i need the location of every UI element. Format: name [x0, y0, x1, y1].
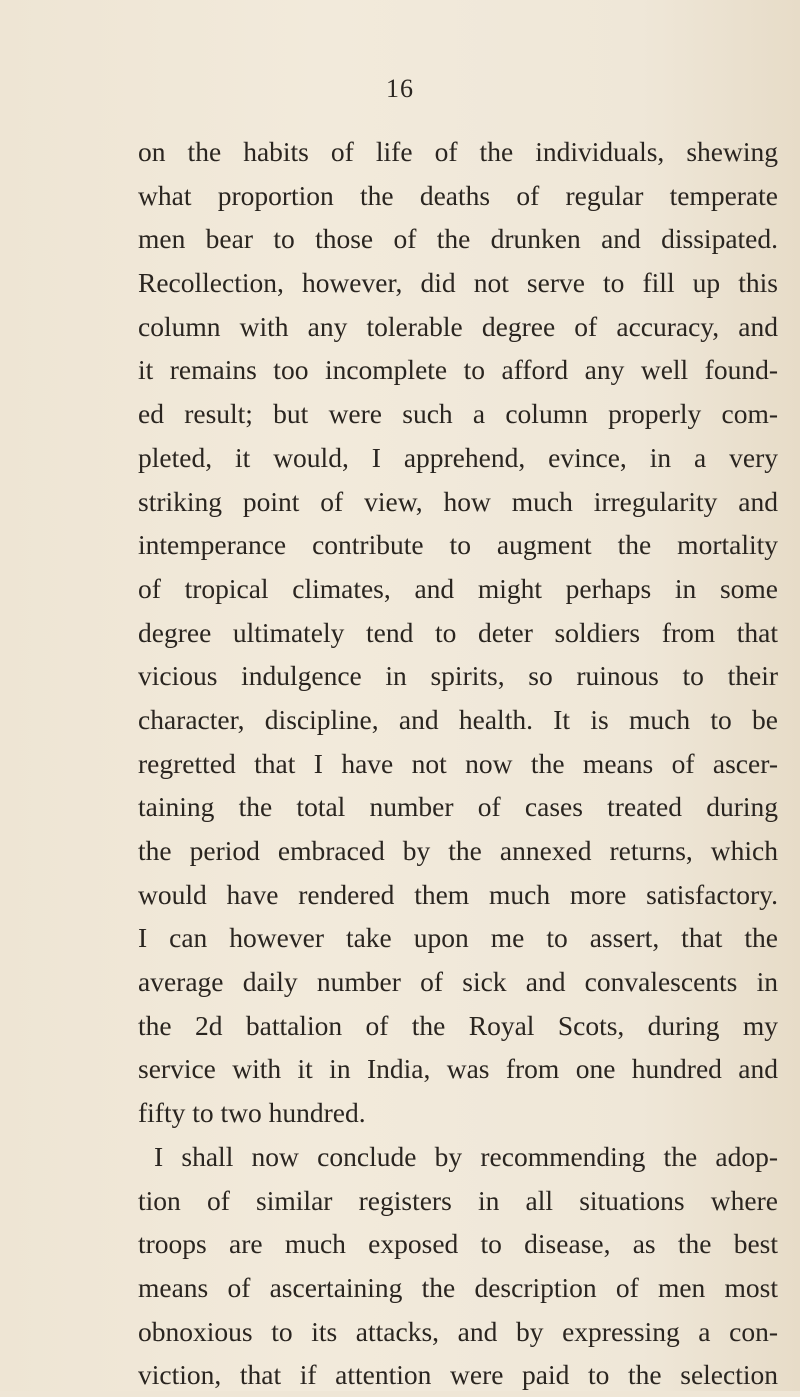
text-line: I can however take upon me to assert, that the: [138, 922, 778, 954]
text-line: obnoxious to its attacks, and by expressing a con-: [138, 1315, 778, 1347]
text-line: character, discipline, and health. It is much to be: [138, 703, 778, 735]
text-line: service with it in India, was from one hundred and: [138, 1053, 778, 1085]
text-line: column with any tolerable degree of accuracy, and: [138, 310, 778, 342]
text-line: the 2d battalion of the Royal Scots, during my: [138, 1009, 778, 1041]
text-line: means of ascertaining the description of men most: [138, 1271, 778, 1303]
text-line: men bear to those of the drunken and dissipated.: [138, 223, 778, 255]
text-line: taining the total number of cases treated during: [138, 791, 778, 823]
text-line: would have rendered them much more satisfactory.: [138, 878, 778, 910]
text-line: the period embraced by the annexed returns, which: [138, 835, 778, 866]
text-line: vicious indulgence in spirits, so ruinous to their: [138, 660, 778, 692]
body-text: [138, 130, 778, 1397]
text-line: ed result; but were such a column properly com-: [138, 398, 778, 430]
text-line: troops are much exposed to disease, as the best: [138, 1228, 778, 1260]
text-line: fifty to two hundred.: [138, 1097, 366, 1129]
text-line: on the habits of life of the individuals, shewing: [138, 136, 778, 167]
text-line: tion of similar registers in all situations where: [138, 1184, 778, 1216]
text-line: average daily number of sick and convalescents in: [138, 966, 778, 998]
text-line: Recollection, however, did not serve to fill up this: [138, 267, 778, 299]
text-line: viction, that if attention were paid to the selection: [138, 1359, 778, 1391]
text-line: I shall now conclude by recommending the adop-: [154, 1140, 778, 1172]
text-line: what proportion the deaths of regular temperate: [138, 179, 778, 211]
text-line: intemperance contribute to augment the mortality: [138, 529, 778, 561]
text-line: pleted, it would, I apprehend, evince, in a very: [138, 441, 778, 473]
text-line: regretted that I have not now the means of ascer-: [138, 747, 778, 779]
text-line: it remains too incomplete to afford any well found-: [138, 354, 778, 386]
text-line: of tropical climates, and might perhaps in some: [138, 572, 778, 604]
text-line: degree ultimately tend to deter soldiers from that: [138, 616, 778, 648]
text-line: striking point of view, how much irregularity and: [138, 485, 778, 517]
page-number: 16: [386, 74, 414, 103]
